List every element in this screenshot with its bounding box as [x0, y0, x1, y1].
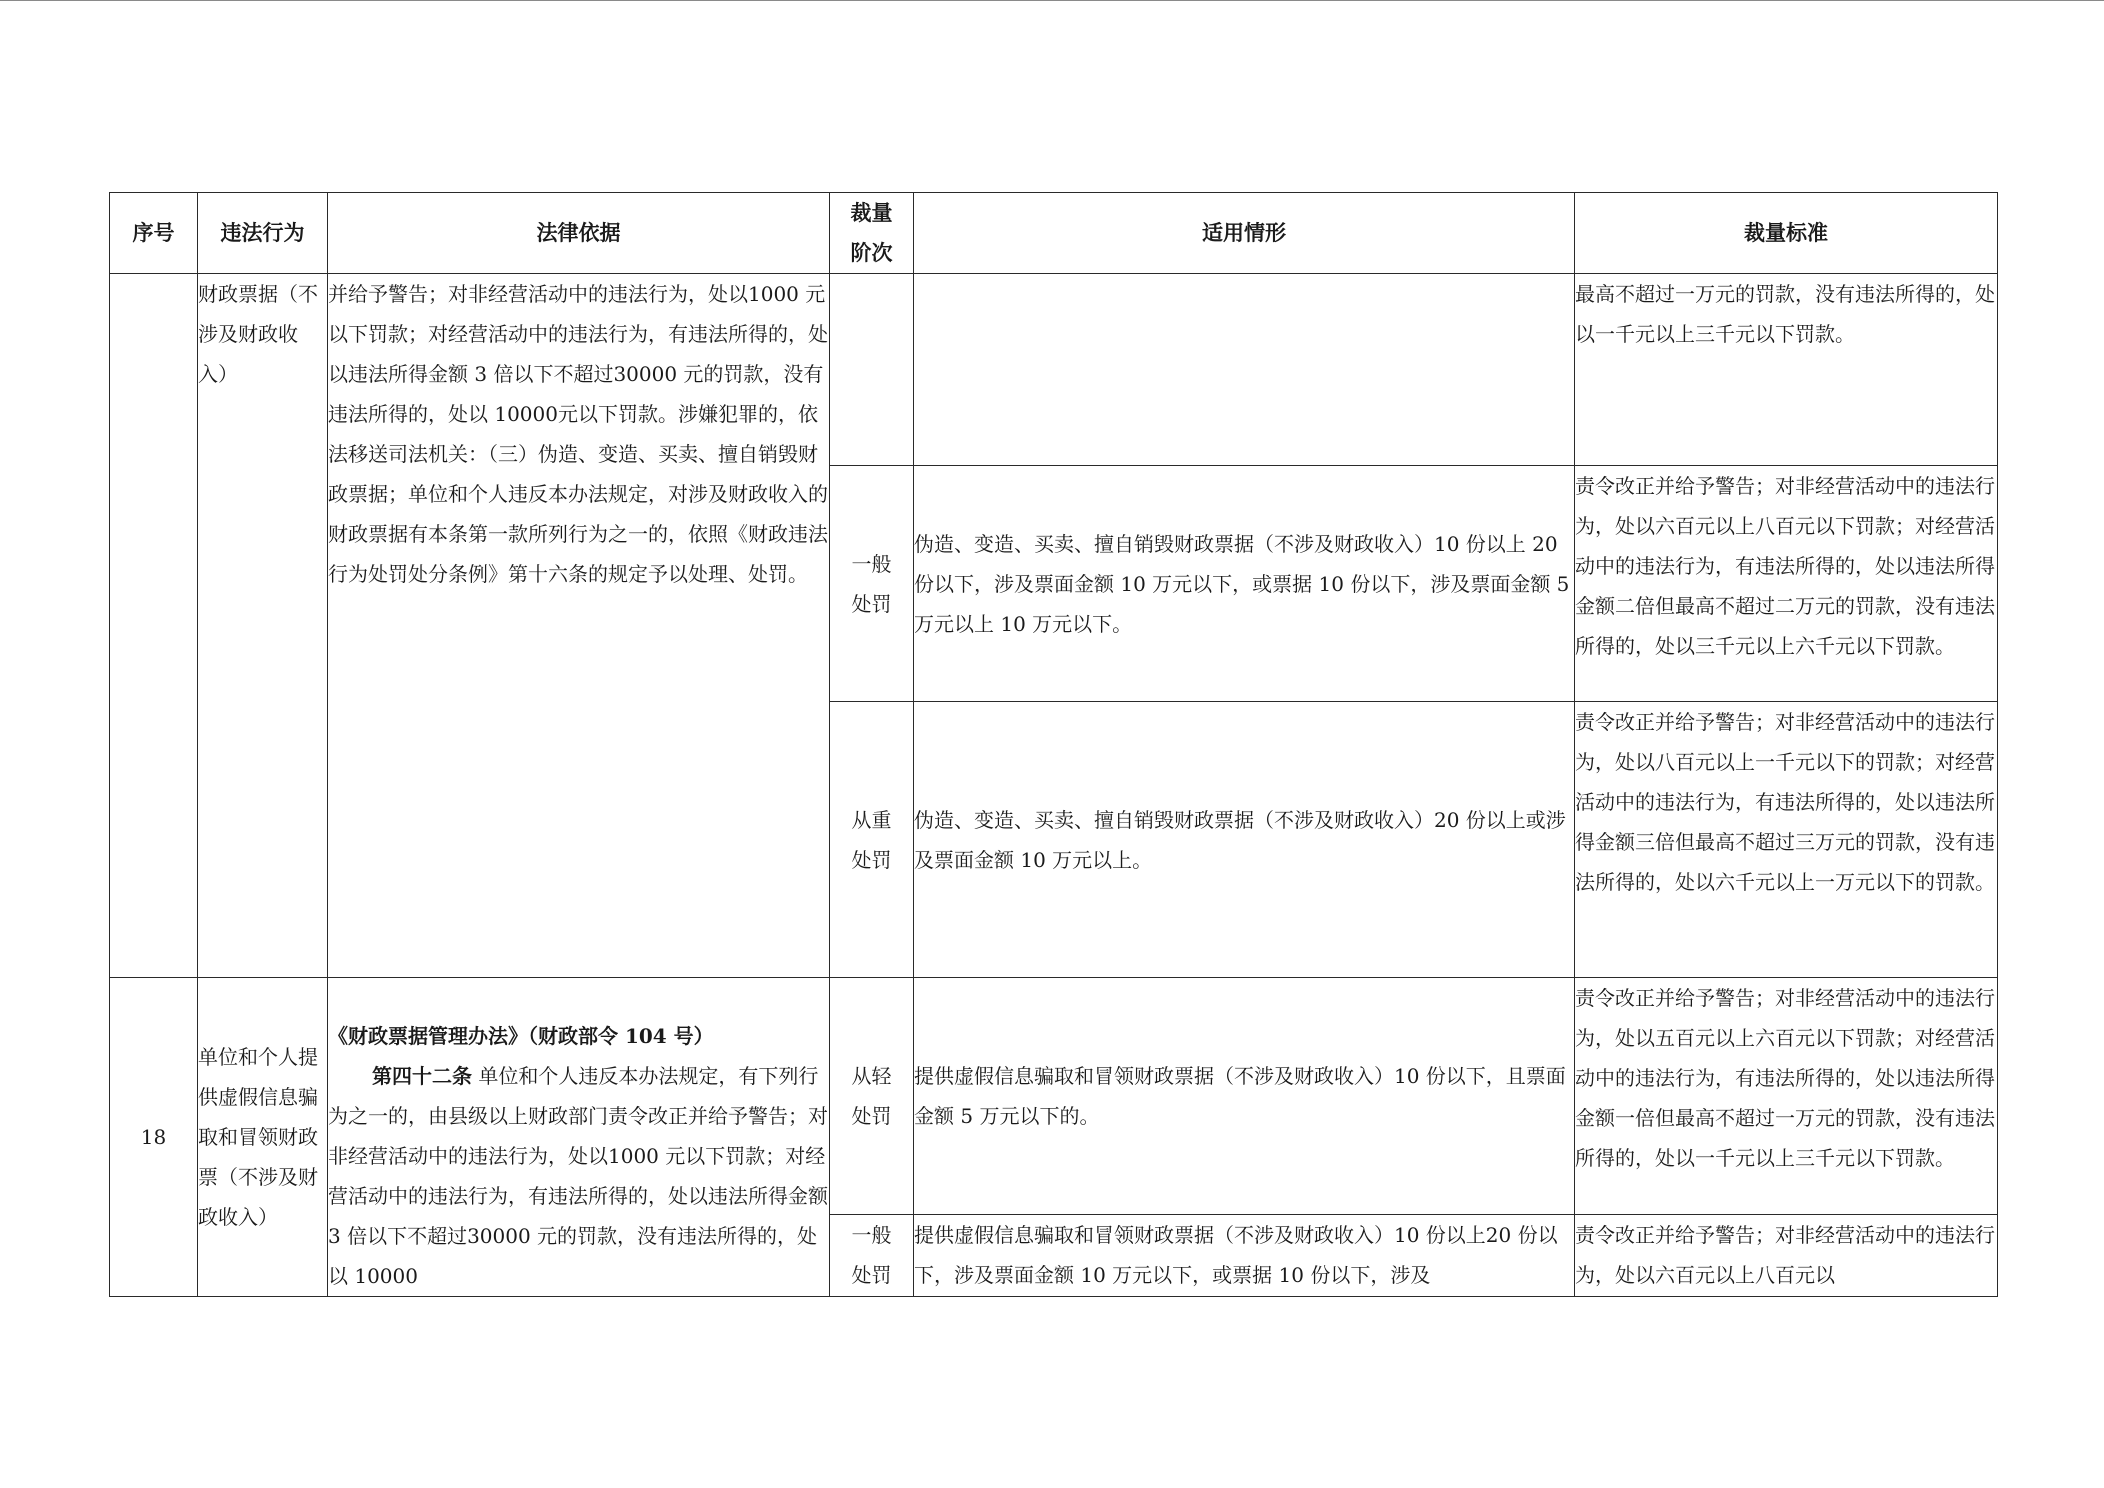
- table-row: [110, 274, 1998, 466]
- row18-no: 18: [110, 978, 198, 1297]
- header-behavior: 违法行为: [198, 193, 328, 274]
- row18-level-2: [830, 1215, 914, 1297]
- row18-basis: [328, 978, 830, 1297]
- header-no: 序号: [110, 193, 198, 274]
- row18-level-2-text: 一般处罚: [851, 1223, 892, 1288]
- header-situation: 适用情形: [914, 193, 1575, 274]
- row17-behavior: 财政票据（不涉及财政收入）: [198, 274, 328, 978]
- row18-level-1: [830, 978, 914, 1215]
- row18-standard-1: 责令改正并给予警告；对非经营活动中的违法行为，处以五百元以上六百元以下罚款；对经营活动中的违法行为，有违法所得的，处以违法所得金额一倍但最高不超过一万元的罚款，没有违法所得的，处以一千元以上三千元以下罚款。: [1575, 978, 1998, 1215]
- row17-situation-3: 伪造、变造、买卖、擅自销毁财政票据（不涉及财政收入）20 份以上或涉及票面金额 10 万元以上。: [914, 702, 1575, 978]
- row17-standard-1: 最高不超过一万元的罚款，没有违法所得的，处以一千元以上三千元以下罚款。: [1575, 274, 1998, 466]
- row18-situation-2: 提供虚假信息骗取和冒领财政票据（不涉及财政收入）10 份以上20 份以下，涉及票面金额 10 万元以下，或票据 10 份以下，涉及: [914, 1215, 1575, 1297]
- table-header-row: [110, 193, 1998, 274]
- row18-situation-1: 提供虚假信息骗取和冒领财政票据（不涉及财政收入）10 份以下，且票面金额 5 万元以下的。: [914, 978, 1575, 1215]
- row18-basis-body: [328, 1056, 829, 1296]
- header-level: 裁量 阶次: [830, 193, 914, 274]
- row17-no-cell: [110, 274, 198, 978]
- row18-basis-article: 第四十二条: [372, 1064, 472, 1088]
- row17-level-2: [830, 466, 914, 702]
- row17-standard-2: 责令改正并给予警告；对非经营活动中的违法行为，处以六百元以上八百元以下罚款；对经营活动中的违法行为，有违法所得的，处以违法所得金额二倍但最高不超过二万元的罚款，没有违法所得的，处以三千元以上六千元以下罚款。: [1575, 466, 1998, 702]
- table-row: [110, 978, 1998, 1215]
- header-basis: 法律依据: [328, 193, 830, 274]
- row17-level-3: [830, 702, 914, 978]
- row17-level-2-text: 一般处罚: [851, 551, 892, 616]
- row17-situation-1: [914, 274, 1575, 466]
- row17-level-1: [830, 274, 914, 466]
- page-top-border: [0, 0, 2104, 1]
- row17-standard-3: 责令改正并给予警告；对非经营活动中的违法行为，处以八百元以上一千元以下的罚款；对经营活动中的违法行为，有违法所得的，处以违法所得金额三倍但最高不超过三万元的罚款，没有违法所得的，处以六千元以上一万元以下的罚款。: [1575, 702, 1998, 978]
- discretion-standard-table: [109, 192, 1998, 1297]
- row18-basis-title: 《财政票据管理办法》（财政部令 104 号）: [328, 1024, 714, 1048]
- row18-standard-2: 责令改正并给予警告；对非经营活动中的违法行为，处以六百元以上八百元以: [1575, 1215, 1998, 1297]
- row17-situation-2: 伪造、变造、买卖、擅自销毁财政票据（不涉及财政收入）10 份以上 20 份以下，涉及票面金额 10 万元以下，或票据 10 份以下，涉及票面金额 5 万元以上 10 万元以下。: [914, 466, 1575, 702]
- row18-behavior: 单位和个人提供虚假信息骗取和冒领财政票（不涉及财政收入）: [198, 978, 328, 1297]
- row17-level-3-text: 从重处罚: [851, 807, 892, 872]
- row18-basis-text: 单位和个人违反本办法规定，有下列行为之一的，由县级以上财政部门责令改正并给予警告；对非经营活动中的违法行为，处以1000 元以下罚款；对经营活动中的违法行为，有违法所得的，处以违法所得金额 3 倍以下不超过30000 元的罚款，没有违法所得的，处以 10000: [328, 1064, 828, 1288]
- row17-basis: 并给予警告；对非经营活动中的违法行为，处以1000 元以下罚款；对经营活动中的违法行为，有违法所得的，处以违法所得金额 3 倍以下不超过30000 元的罚款，没有违法所得的，处以 10000元以下罚款。涉嫌犯罪的，依法移送司法机关：（三）伪造、变造、买卖、擅自销毁财政票据；单位和个人违反本办法规定，对涉及财政收入的财政票据有本条第一款所列行为之一的，依照《财政违法行为处罚处分条例》第十六条的规定予以处理、处罚。: [328, 274, 830, 978]
- header-standard: 裁量标准: [1575, 193, 1998, 274]
- row18-level-1-text: 从轻处罚: [851, 1064, 892, 1129]
